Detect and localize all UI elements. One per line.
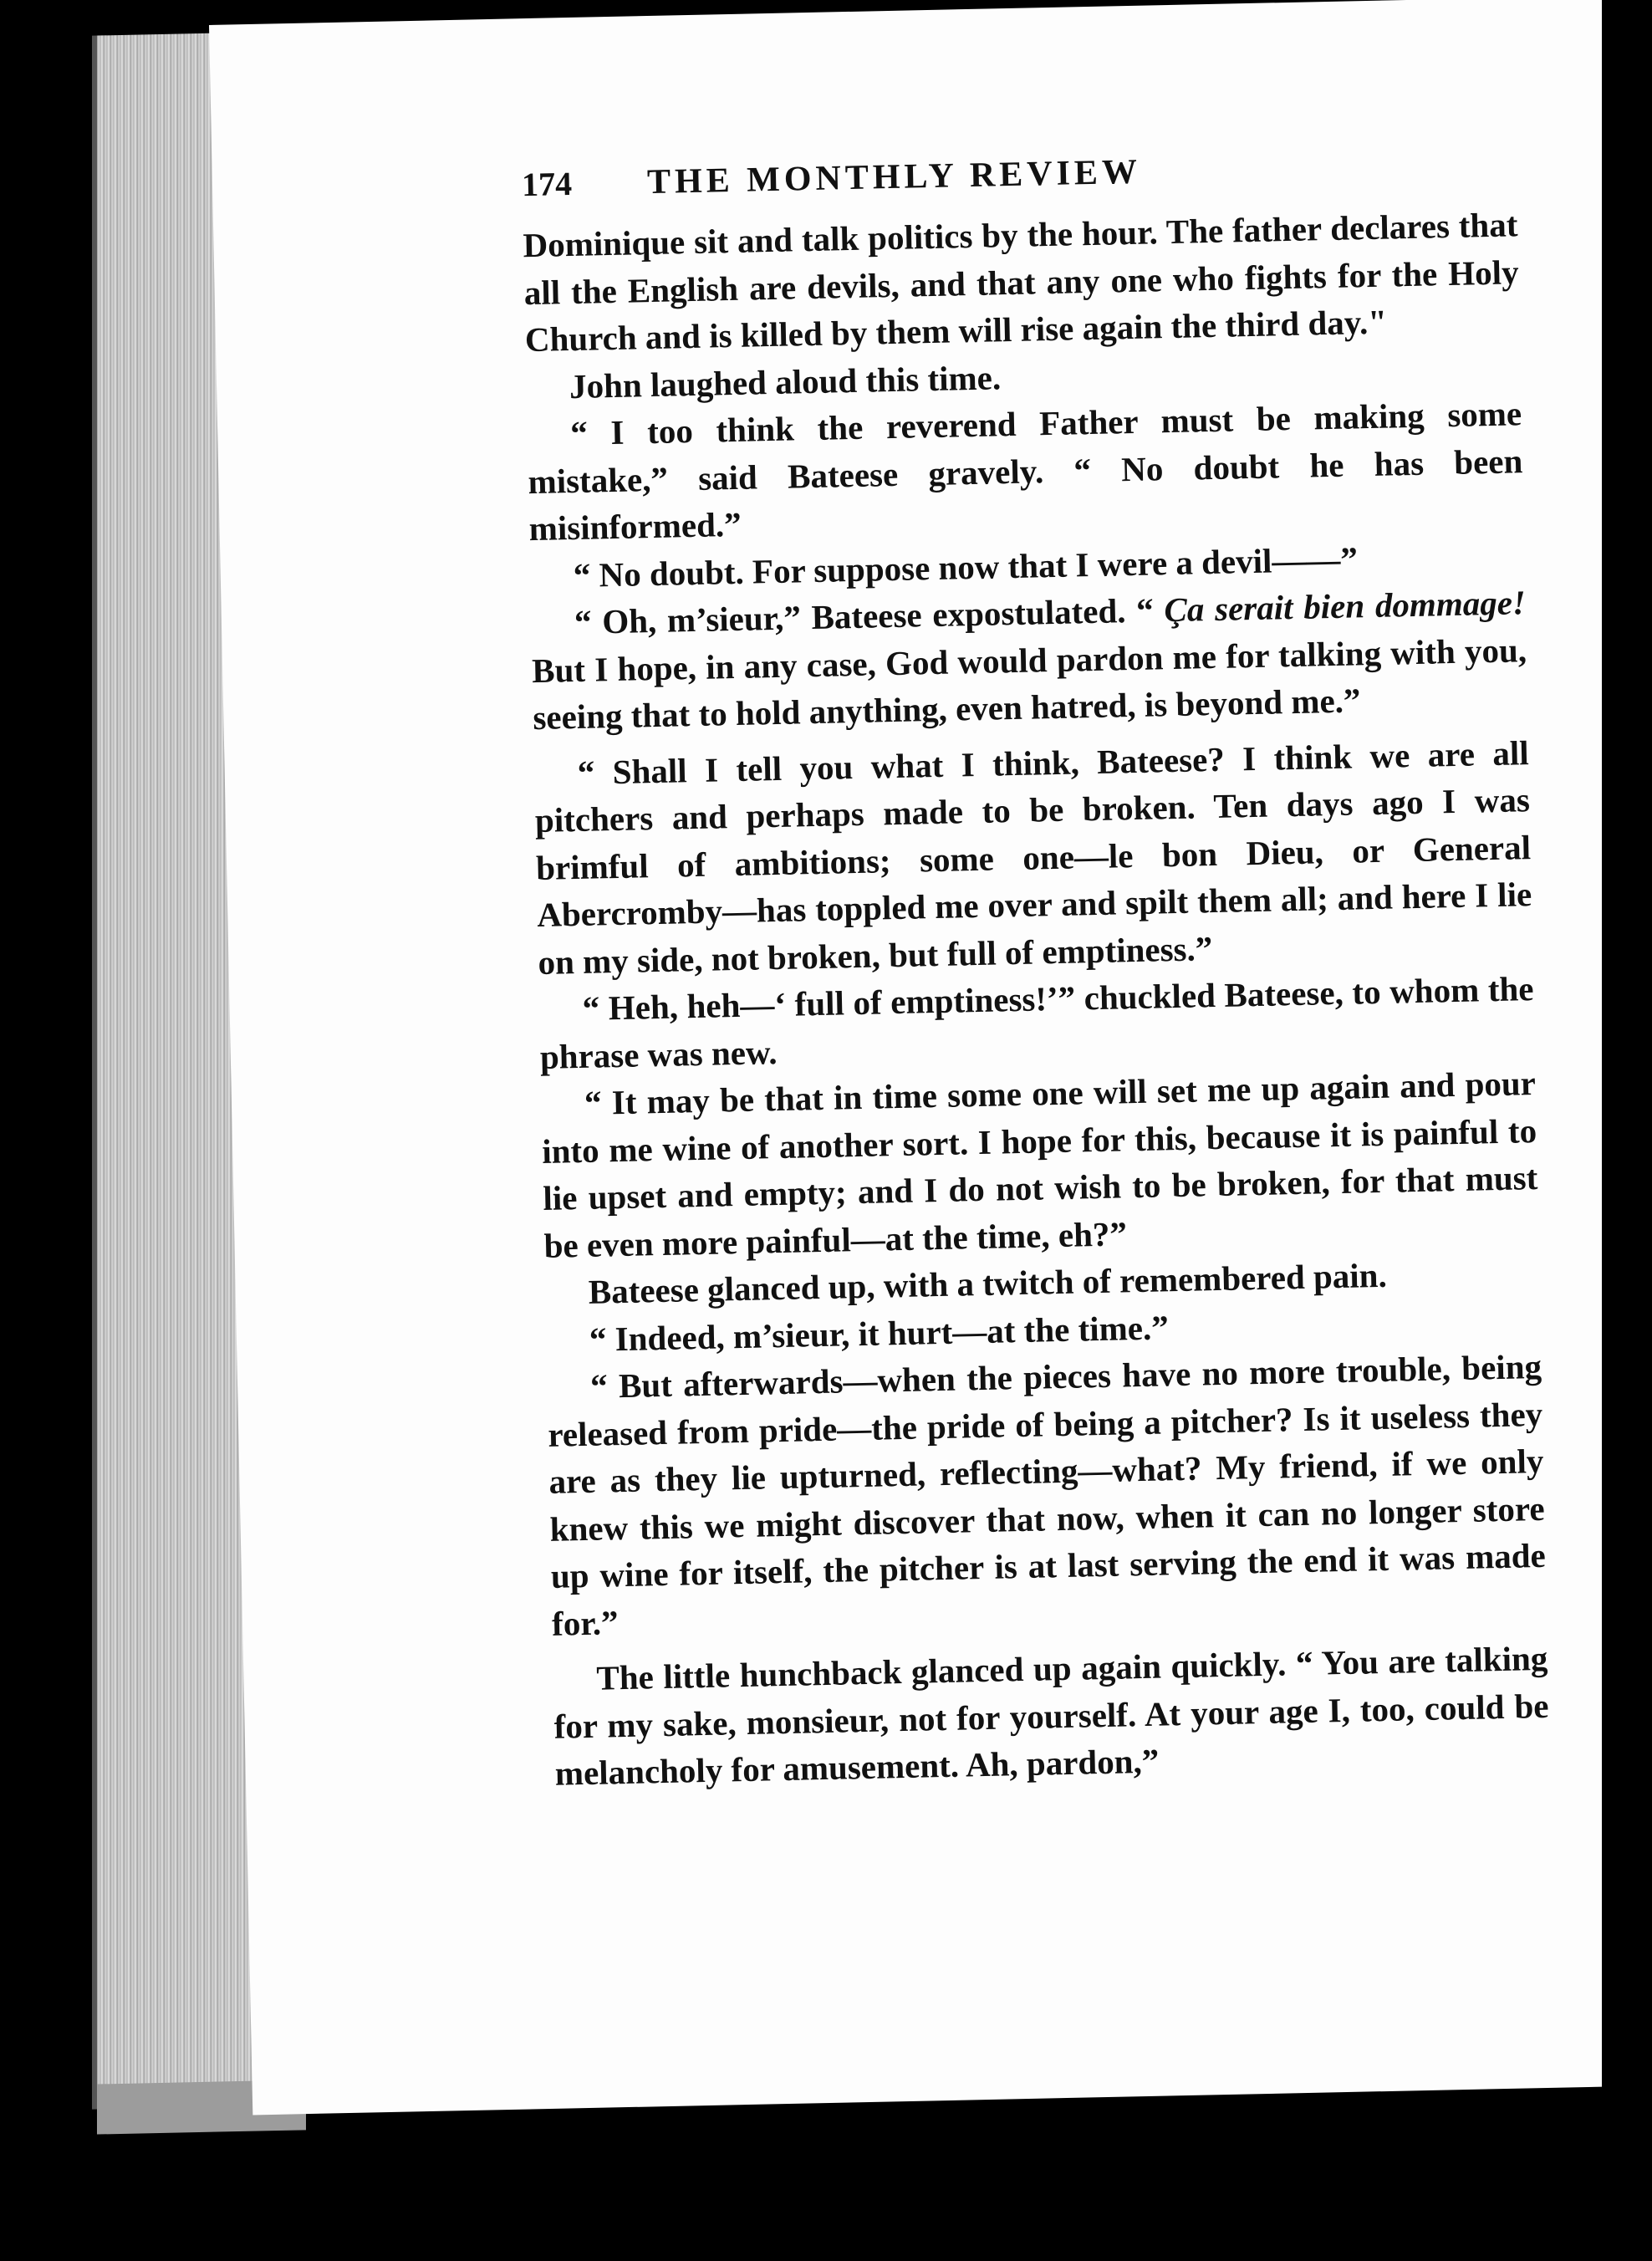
- paragraph: “ It may be that in time some one will set me up again and pour into me wine of another sort. I hope for this, because it is painful to lie upset and empty; and I do not wish to be broken, for that must be even more painful—at the time, eh?”: [541, 1064, 1538, 1265]
- running-head: [522, 144, 1517, 205]
- italic-phrase: Ça serait bien dommage!: [1164, 583, 1527, 630]
- paragraph: Dominique sit and talk politics by the hour. The father declares that all the English are devils, and that any one who fights for the Holy Church and is killed by them will rise again the third day.": [523, 205, 1519, 360]
- paragraph-text: But I hope, in any case, God would pardon me for talking with you, seeing that to hold anything, even hatred, is beyond me.”: [531, 630, 1527, 738]
- scan-edge: [1602, 0, 1652, 2261]
- paragraph: “ Shall I tell you what I think, Bateese? I think we are all pitchers and perhaps made to be broken. Ten days ago I was brimful of ambitions; some one—le bon Dieu, or General Abercromby—has toppled me over and spilt them all; and here I lie on my side, not broken, but full of emptiness.”: [534, 732, 1532, 982]
- page-content: [522, 144, 1551, 1797]
- paragraph-text: “ Oh, m’sieur,” Bateese expostulated. “: [574, 590, 1165, 641]
- journal-title: THE MONTHLY REVIEW: [646, 152, 1142, 202]
- paragraph: “ Heh, heh—‘ full of emptiness!’” chuckled Bateese, to whom the phrase was new.: [539, 969, 1534, 1076]
- paragraph: “ No doubt. For suppose now that I were a devil——”: [573, 538, 1359, 595]
- paragraph: “ Indeed, m’sieur, it hurt—at the time.”: [589, 1307, 1170, 1359]
- paragraph: John laughed aloud this time.: [569, 357, 1002, 406]
- paragraph: Bateese glanced up, with a twitch of remembered pain.: [588, 1255, 1388, 1311]
- paragraph: “ But afterwards—when the pieces have no more trouble, being released from pride—the pride of being a pitcher? Is it useless they are as they lie upturned, reflecting—what? My friend, if we only knew this we might discover that now, when it can no longer store up wine for itself, the pitcher is at last serving the end it was made for.”: [547, 1346, 1547, 1643]
- paragraph: The little hunchback glanced up again quickly. “ You are talking for my sake, monsieur, not for yourself. At your age I, too, could be melancholy for amusement. Ah, pardon,”: [553, 1638, 1549, 1793]
- book-page: [209, 0, 1649, 2115]
- body-text: [523, 201, 1550, 1797]
- paragraph: “ I too think the reverend Father must be making some mistake,” said Bateese gravely. “ No doubt he has been misinformed.”: [528, 394, 1523, 549]
- paragraph: [530, 579, 1527, 741]
- page-number: 174: [521, 164, 573, 204]
